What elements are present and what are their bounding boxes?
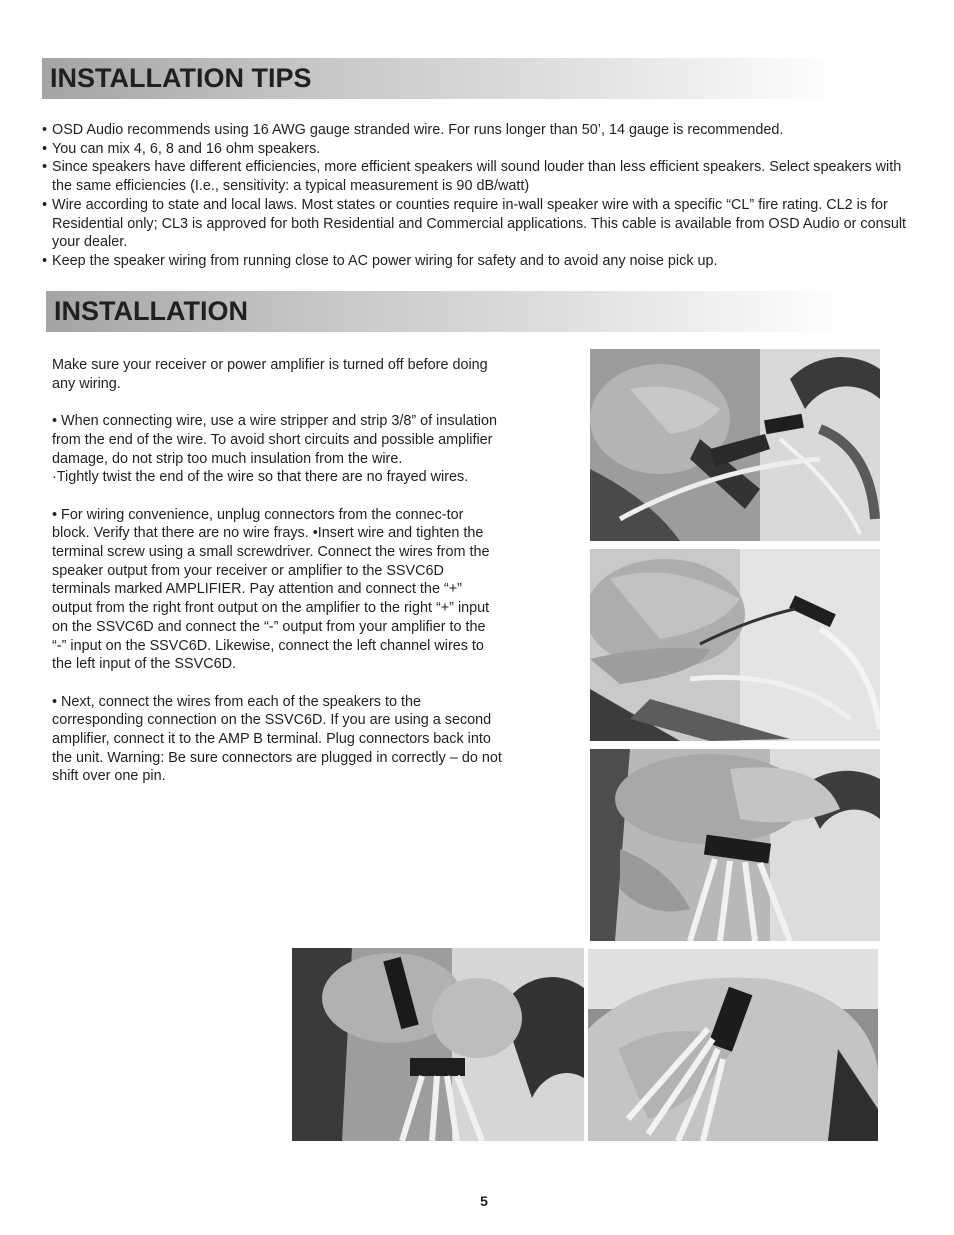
connect-amplifier-paragraph: • For wiring convenience, unplug connectors from the connec-tor block. Verify that there are no wire frays. •Insert wire and tighten the terminal screw using a small screwdriver. Connect the wires from the speaker output from your receiver or amplifier to the SSVC6D terminals marked AMPLIFIER. Pay attention and connect the “+” output from the right front output on the amplifier to the right “+” input on the SSVC6D and connect the “-” output from your amplifier to the “-” input on the SSVC6D. Likewise, connect the left channel wires to the left input of the SSVC6D. bbox=[52, 506, 490, 673]
tip-text: Wire according to state and local laws. Most states or counties require in-wall speaker wire with a specific “CL” fire rating. CL2 is for Residential only; CL3 is approved for both Residential and Commercial applications. This cable is available from OSD Audio or consult your dealer. bbox=[52, 196, 907, 251]
tip-text: Since speakers have different efficiencies, more efficient speakers will sound louder than less efficient speakers. Select speakers with the same efficiencies (I.e., sensitivity: a typical measurement is 90 dB/watt) bbox=[52, 159, 902, 195]
intro-paragraph: Make sure your receiver or power amplifier is turned off before doing any wiring. bbox=[52, 357, 488, 392]
tip-item: • You can mix 4, 6, 8 and 16 ohm speakers. bbox=[42, 140, 321, 157]
installation-instructions bbox=[52, 356, 502, 805]
tip-text: You can mix 4, 6, 8 and 16 ohm speakers. bbox=[52, 140, 321, 157]
photo-connector-block bbox=[590, 749, 880, 941]
tip-item: • OSD Audio recommends using 16 AWG gauge stranded wire. For runs longer than 50’, 14 gauge is recommended. bbox=[42, 122, 784, 138]
connect-speakers-paragraph: • Next, connect the wires from each of the speakers to the corresponding connection on the SSVC6D. If you are using a second amplifier, connect it to the AMP B terminal. Plug connectors back into the unit. Warning: Be sure connectors are plugged in correctly – do not shift over one pin. bbox=[52, 693, 502, 785]
installation-tips-list bbox=[42, 121, 912, 271]
photo-twist-wire bbox=[590, 549, 880, 741]
tip-text: Keep the speaker wiring from running close to AC power wiring for safety and to avoid any noise pick up. bbox=[52, 252, 718, 269]
photo-screwdriver bbox=[292, 948, 584, 1141]
photo-connectors-in-hand bbox=[588, 949, 878, 1141]
strip-wire-paragraph: • When connecting wire, use a wire stripper and strip 3/8” of insulation from the end of the wire. To avoid short circuits and possible amplifier damage, do not strip too much insulation from the wire. bbox=[52, 413, 497, 467]
tip-item: • Wire according to state and local laws. Most states or counties require in-wall speaker wire with a specific “CL” fire rating. CL2 is for Residential only; CL3 is approved for both Residential and Commercial applications. This cable is available from OSD Audio or consult your dealer. bbox=[42, 196, 907, 251]
page-number: 5 bbox=[480, 1193, 488, 1209]
installation-heading: INSTALLATION bbox=[46, 291, 846, 332]
tip-text: OSD Audio recommends using 16 AWG gauge stranded wire. For runs longer than 50’, 14 gauge is recommended. bbox=[52, 122, 784, 138]
tip-item: • Keep the speaker wiring from running close to AC power wiring for safety and to avoid any noise pick up. bbox=[42, 252, 718, 269]
installation-tips-heading: INSTALLATION TIPS bbox=[42, 58, 842, 99]
tip-item: • Since speakers have different efficiencies, more efficient speakers will sound louder than less efficient speakers. Select speakers with the same efficiencies (I.e., sensitivity: a typical measurement is 90 dB/watt) bbox=[42, 159, 902, 195]
photo-wire-stripper bbox=[590, 349, 880, 541]
twist-wire-paragraph: ·Tightly twist the end of the wire so that there are no frayed wires. bbox=[52, 469, 469, 486]
